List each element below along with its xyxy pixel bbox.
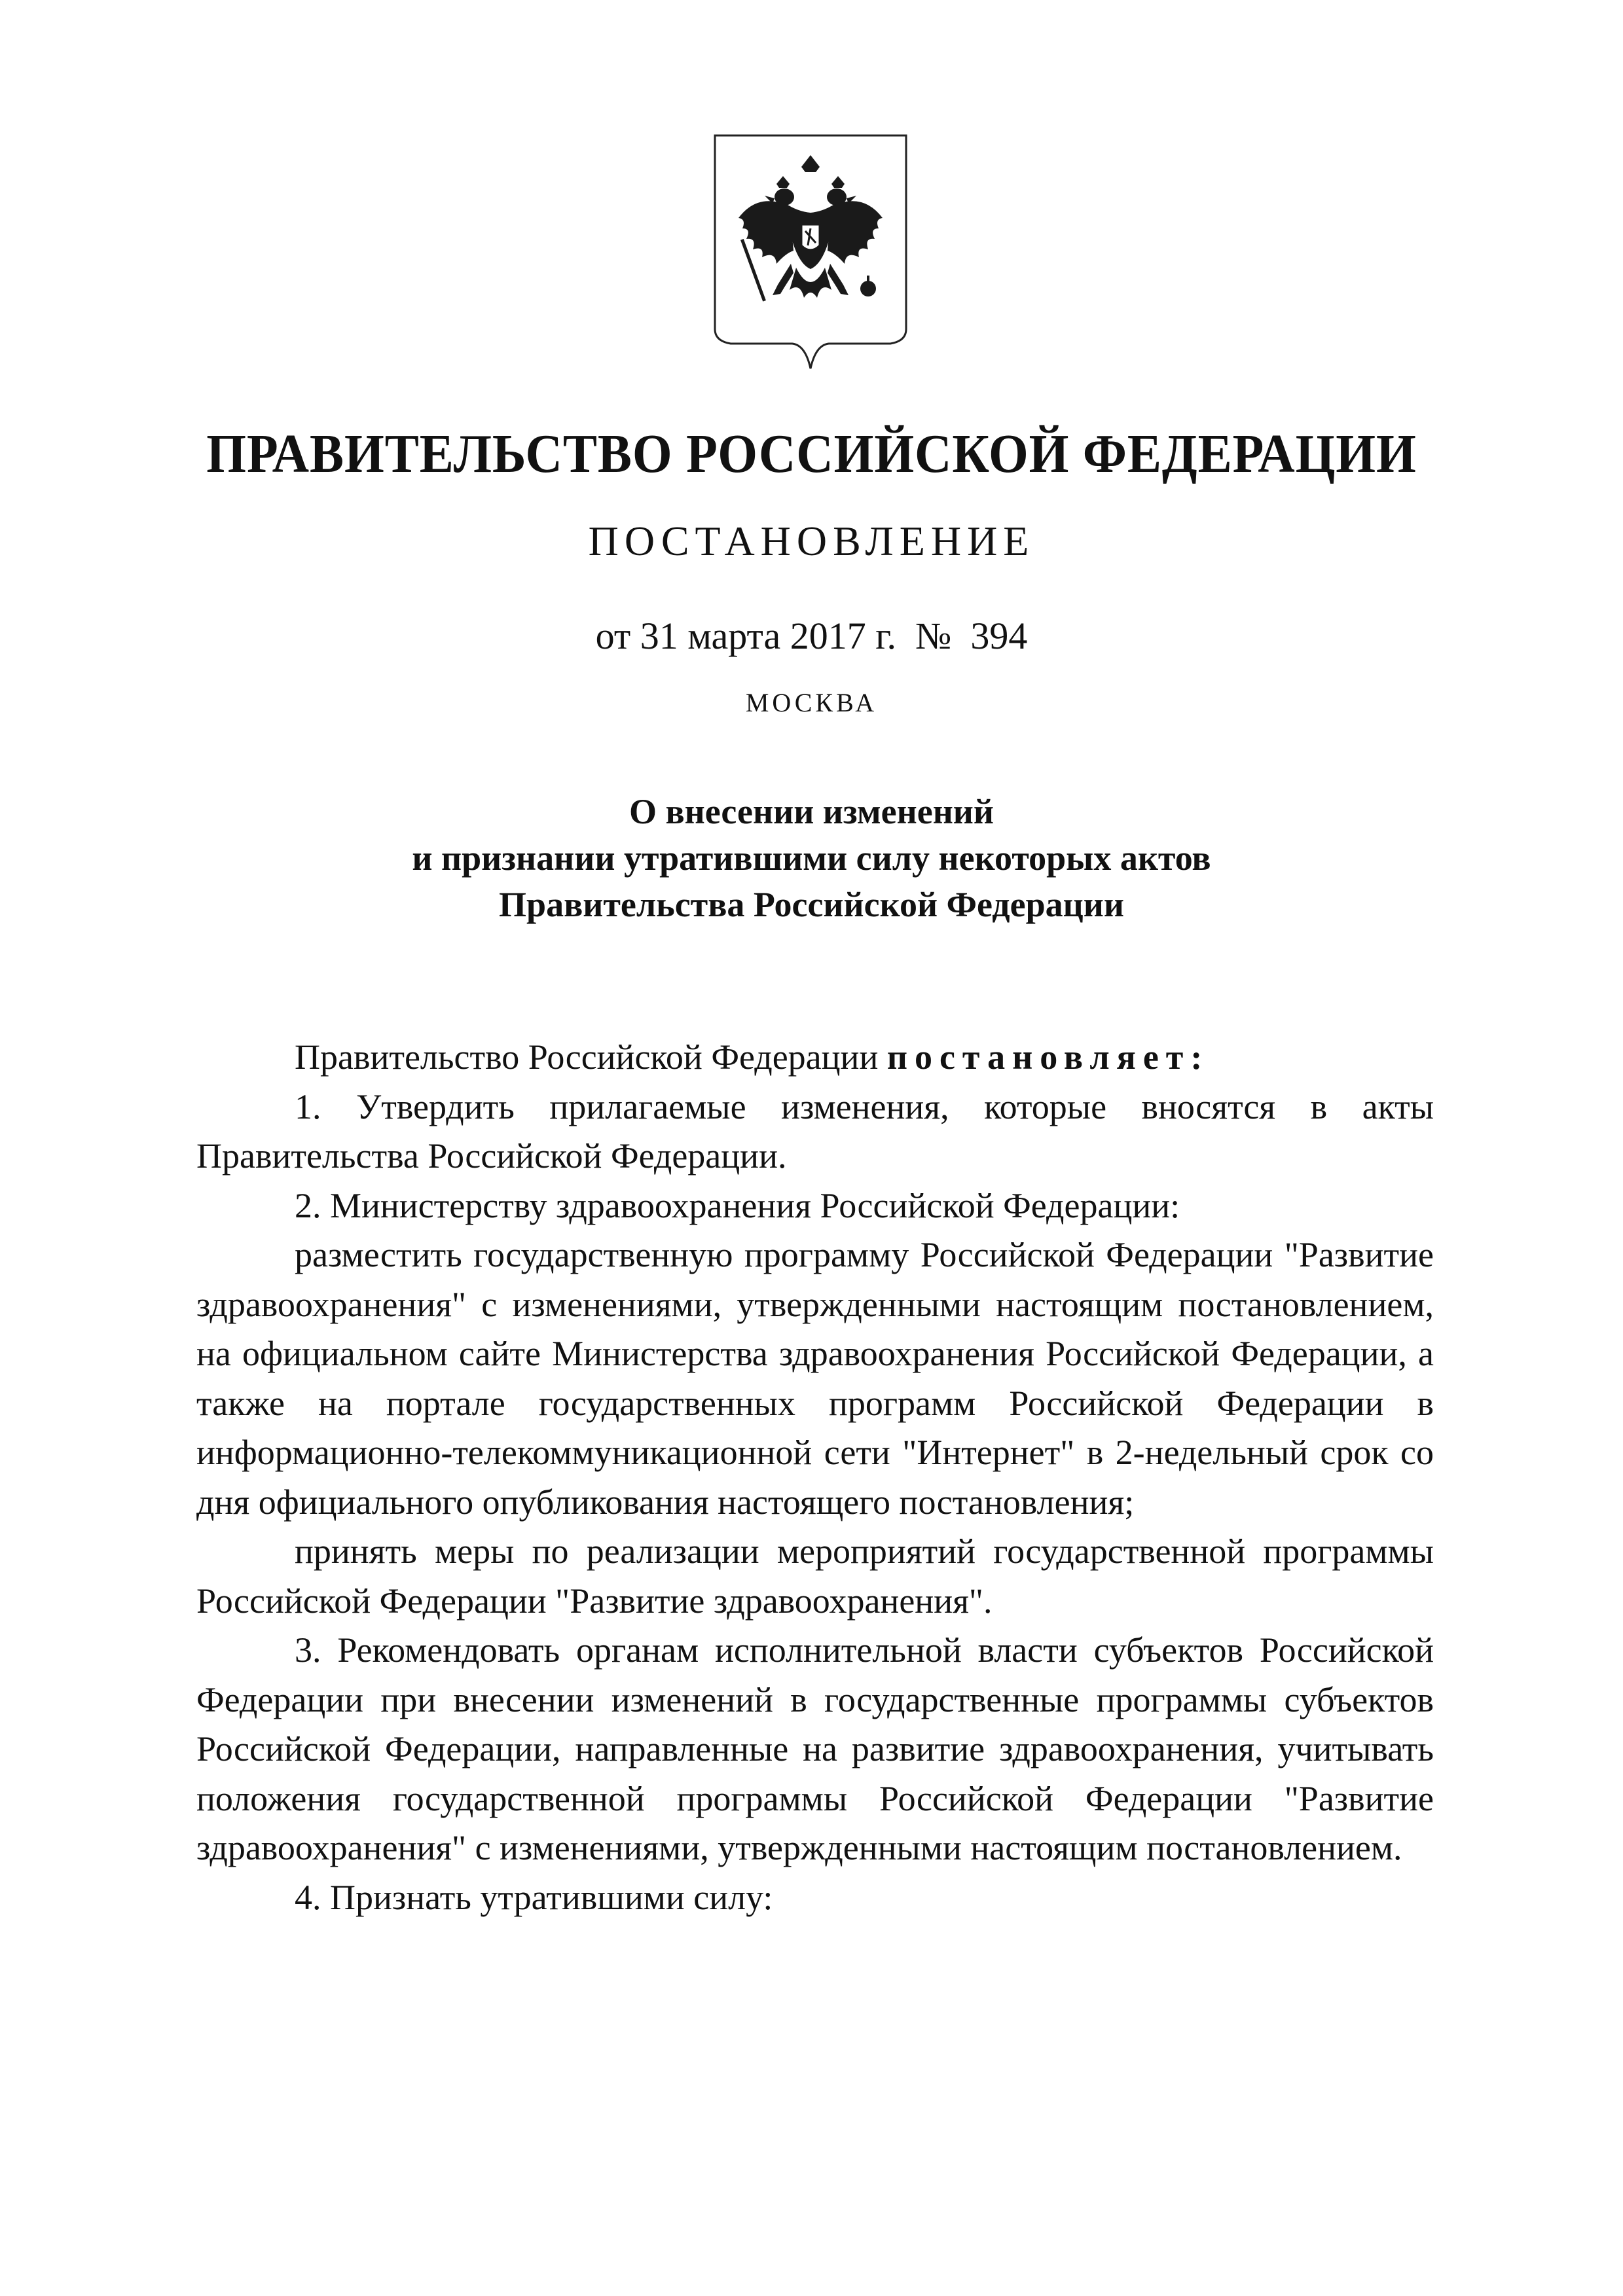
paragraph-1: 1. Утвердить прилагаемые изменения, которые вносятся в акты Правительства Российской Федерации.	[196, 1086, 1434, 1175]
paragraph-2-item-2: принять меры по реализации мероприятий государственной программы Российской Федерации "Развитие здравоохранения".	[196, 1532, 1434, 1621]
document-date-number: от 31 марта 2017 г. № 394	[595, 615, 1028, 657]
coat-of-arms-emblem	[712, 133, 909, 372]
paragraph-2-item-1: разместить государственную программу Российской Федерации "Развитие здравоохранения" с изменениями, утвержденными настоящим постановлением, на официальном сайте Министерства здравоохранения Российской Федерации, а также на портале государственных программ Российской Федерации в информационно-телекоммуникационной сети "Интернет" в 2-недельный срок со дня официального опубликования настоящего постановления;	[196, 1235, 1434, 1522]
subject-line: О внесении изменений	[629, 792, 994, 831]
subject-line: и признании утратившими силу некоторых актов	[412, 838, 1211, 878]
document-subject	[0, 789, 1623, 928]
document-city: МОСКВА	[745, 688, 878, 717]
intro-paragraph	[196, 1033, 1434, 1083]
intro-text: Правительство Российской Федерации	[295, 1037, 887, 1077]
paragraph-3: 3. Рекомендовать органам исполнительной власти субъектов Российской Федерации при внесении изменений в государственные программы субъектов Российской Федерации, направленные на развитие здравоохранения, учитывать положения государственной программы Российской Федерации "Развитие здравоохранения" с изменениями, утвержденными настоящим постановлением.	[196, 1630, 1434, 1867]
government-title: ПРАВИТЕЛЬСТВО РОССИЙСКОЙ ФЕДЕРАЦИИ	[206, 423, 1417, 484]
paragraph-4: 4. Признать утратившими силу:	[295, 1877, 773, 1917]
document-type: ПОСТАНОВЛЕНИЕ	[588, 518, 1035, 564]
resolves-word: постановляет:	[886, 1037, 1210, 1077]
subject-line: Правительства Российской Федерации	[499, 885, 1124, 924]
document-body	[196, 1033, 1434, 1922]
paragraph-2: 2. Министерству здравоохранения Российской Федерации:	[295, 1185, 1180, 1225]
